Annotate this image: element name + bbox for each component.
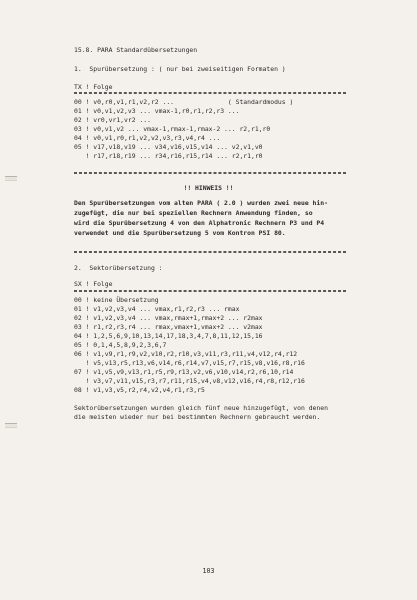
notice-line-3: wird die Spurübersetzung 4 von den Alphatronic Rechnern P3 und P4 bbox=[74, 219, 325, 227]
section2-footer-line-1: Sektorübersetzungen wurden gleich fünf neue hinzugefügt, von denen bbox=[74, 404, 328, 412]
section2-row-07-cont: ! v3,v7,v11,v15,r3,r7,r11,r15,v4,v8,v12,v16,r4,r8,r12,r16 bbox=[74, 377, 305, 385]
section2-row-01: 01 ! v1,v2,v3,v4 ... vmax,r1,r2,r3 ... rmax bbox=[74, 305, 240, 313]
section2-table-header: SX ! Folge bbox=[74, 280, 113, 288]
section2-footer-line-2: die meisten wieder nur bei bestimmten Rechnern gebraucht werden. bbox=[74, 413, 321, 421]
page-number: 103 bbox=[202, 567, 215, 575]
notice-top-rule bbox=[74, 172, 346, 174]
section1-row-00: 00 ! v0,r0,v1,r1,v2,r2 ... ( Standardmodus ) bbox=[74, 98, 294, 106]
section2-row-03: 03 ! r1,r2,r3,r4 ... rmax,vmax+1,vmax+2 ... v2max bbox=[74, 323, 263, 331]
section2-row-04: 04 ! 1,2,5,6,9,10,13,14,17,18,3,4,7,8,11,12,15,16 bbox=[74, 332, 263, 340]
section2-row-00: 00 ! keine Übersetzung bbox=[74, 296, 159, 304]
section1-table-header: TX ! Folge bbox=[74, 83, 113, 91]
section2-row-06: 06 ! v1,v9,r1,r9,v2,v10,r2,r10,v3,v11,r3,r11,v4,v12,r4,r12 bbox=[74, 350, 298, 358]
section1-row-05: 05 ! v17,v18,v19 ... v34,v16,v15,v14 ... v2,v1,v0 bbox=[74, 143, 263, 151]
section1-row-05-cont: ! r17,r18,r19 ... r34,r16,r15,r14 ... r2,r1,r0 bbox=[74, 152, 263, 160]
punch-hole-top bbox=[5, 176, 17, 181]
chapter-heading: 15.8. PARA Standardübersetzungen bbox=[74, 46, 198, 54]
section1-row-01: 01 ! v0,v1,v2,v3 ... vmax-1,r0,r1,r2,r3 ... bbox=[74, 107, 240, 115]
section2-row-07: 07 ! v1,v5,v9,v13,r1,r5,r9,r13,v2,v6,v10,v14,r2,r6,10,r14 bbox=[74, 368, 294, 376]
notice-line-4: verwendet und die Spurübersetzung 5 vom Kontron PSI 80. bbox=[74, 229, 286, 237]
section1-title: 1. Spurübersetzung : ( nur bei zweiseitigen Formaten ) bbox=[74, 65, 286, 73]
section1-row-03: 03 ! v0,v1,v2 ... vmax-1,rmax-1,rmax-2 ... r2,r1,r0 bbox=[74, 125, 271, 133]
notice-title: !! HINWEIS !! bbox=[183, 184, 234, 192]
notice-bottom-rule bbox=[74, 251, 346, 253]
notice-line-1: Den Spurübersetzungen vom alten PARA ( 2.0 ) wurden zwei neue hin- bbox=[74, 199, 328, 207]
section2-row-06-cont: ! v5,v13,r5,r13,v6,v14,r6,r14,v7,v15,r7,r15,v8,v16,r8,r16 bbox=[74, 359, 305, 367]
section2-title: 2. Sektorübersetzung : bbox=[74, 264, 163, 272]
section2-header-rule bbox=[74, 290, 346, 292]
section2-row-08: 08 ! v1,v3,v5,r2,r4,v2,v4,r1,r3,r5 bbox=[74, 386, 205, 394]
section2-row-05: 05 ! 0,1,4,5,8,9,2,3,6,7 bbox=[74, 341, 167, 349]
notice-line-2: zugefügt, die nur bei speziellen Rechnern Anwendung finden, so bbox=[74, 209, 313, 217]
section2-row-02: 02 ! v1,v2,v3,v4 ... vmax,rmax+1,rmax+2 ... r2max bbox=[74, 314, 263, 322]
punch-hole-bottom bbox=[5, 423, 17, 428]
section1-row-04: 04 ! v0,v1,r0,r1,v2,v2,v3,r3,v4,r4 ... bbox=[74, 134, 221, 142]
section1-header-rule bbox=[74, 92, 346, 94]
section1-row-02: 02 ! vr0,vr1,vr2 ... bbox=[74, 116, 151, 124]
